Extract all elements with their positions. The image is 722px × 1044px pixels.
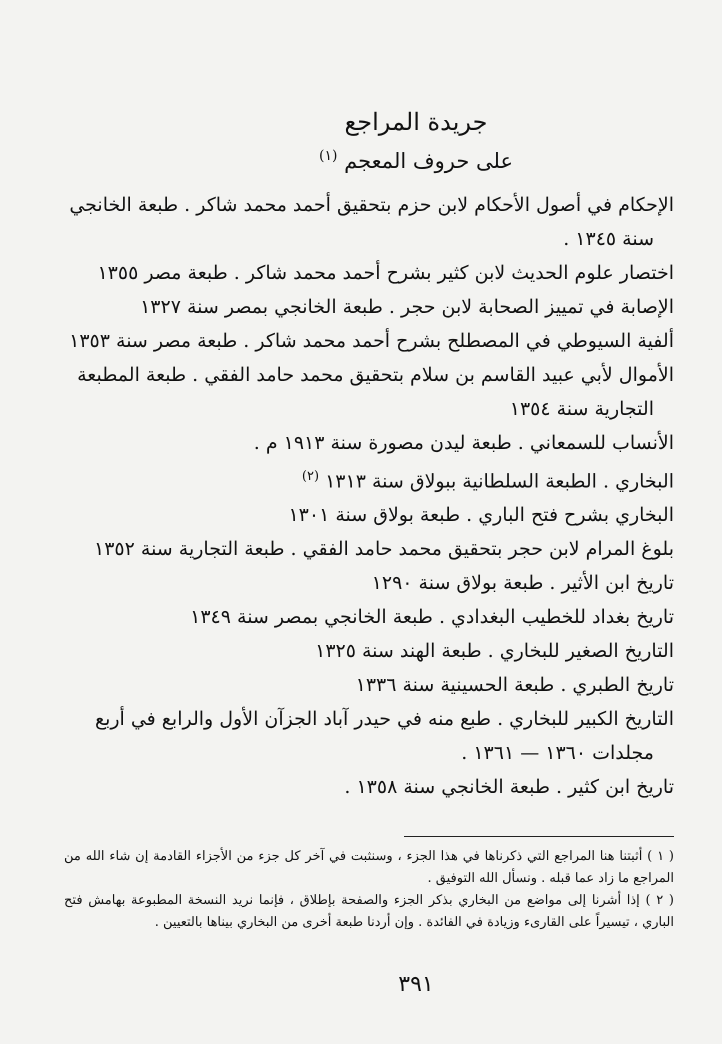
reference-text: الأموال لأبي عبيد القاسم بن سلام بتحقيق محمد حامد الفقي . طبعة المطبعة: [77, 364, 674, 386]
footnote-2: ( ٢ ) إذا أشرنا إلى مواضع من البخاري بذكر الجزء والصفحة بإطلاق ، فإنما نريد النسخة المطبوعة بهامش فتح الباري ، تيسيراً على القارىء وزيادة في الفائدة . وإن أردنا طبعة أخرى من البخاري بيناها بالتعيين .: [64, 893, 674, 930]
reference-text: الإصابة في تمييز الصحابة لابن حجر . طبعة الخانجي بمصر سنة ١٣٢٧: [140, 296, 674, 318]
page-number: ٣٩١: [398, 972, 434, 997]
reference-continuation: التجارية سنة ١٣٥٤: [509, 398, 654, 420]
reference-text: تاريخ ابن الأثير . طبعة بولاق سنة ١٢٩٠: [371, 572, 674, 595]
subtitle-text: على حروف المعجم: [344, 149, 513, 173]
footnote-marker-1: (١): [318, 148, 338, 164]
reference-text: تاريخ بغداد للخطيب البغدادي . طبعة الخانجي بمصر سنة ١٣٤٩: [190, 606, 674, 629]
reference-text: ألفية السيوطي في المصطلح بشرح أحمد محمد شاكر . طبعة مصر سنة ١٣٥٣: [69, 330, 674, 352]
footnote-divider: [404, 836, 674, 837]
reference-entry: [69, 188, 674, 256]
reference-continuation: سنة ١٣٤٥ .: [563, 228, 654, 250]
reference-entry: [114, 770, 674, 804]
footnote-1: ( ١ ) أثبتنا هنا المراجع التي ذكرناها في هذا الجزء ، وسنثبت في آخر كل جزء من الأجزاء القادمة إن شاء الله من المراجع ما زاد عما قبله . ونسأل الله التوفيق .: [64, 849, 674, 886]
page-title: جريدة المراجع: [344, 108, 488, 136]
reference-text: اختصار علوم الحديث لابن كثير بشرح أحمد محمد شاكر . طبعة مصر ١٣٥٥: [97, 262, 674, 284]
reference-text: تاريخ الطبري . طبعة الحسينية سنة ١٣٣٦: [355, 674, 674, 697]
reference-entry: [114, 498, 674, 532]
footnote-marker-2: (٢): [301, 469, 320, 484]
reference-entry: [114, 600, 674, 634]
reference-text: تاريخ ابن كثير . طبعة الخانجي سنة ١٣٥٨ .: [344, 776, 674, 799]
reference-text: بلوغ المرام لابن حجر بتحقيق محمد حامد الفقي . طبعة التجارية سنة ١٣٥٢: [94, 538, 674, 561]
reference-entry: [94, 702, 674, 770]
references-list: [69, 188, 674, 804]
reference-text: الأنساب للسمعاني . طبعة ليدن مصورة سنة ١٩١٣ م .: [253, 432, 674, 454]
footnotes: [64, 846, 674, 934]
reference-text: التاريخ الصغير للبخاري . طبعة الهند سنة ١٣٢٥: [315, 640, 674, 663]
reference-continuation: مجلدات ١٣٦٠ — ١٣٦١ .: [461, 742, 654, 765]
reference-entry: [77, 358, 674, 426]
reference-entry: [69, 324, 674, 358]
reference-entry: [114, 290, 674, 324]
reference-text: البخاري بشرح فتح الباري . طبعة بولاق سنة ١٣٠١: [288, 504, 674, 527]
reference-entry: [114, 460, 674, 498]
reference-entry: [114, 668, 674, 702]
reference-text: البخاري . الطبعة السلطانية ببولاق سنة ١٣١٣: [325, 470, 674, 493]
reference-entry: [114, 566, 674, 600]
reference-text: الإحكام في أصول الأحكام لابن حزم بتحقيق أحمد محمد شاكر . طبعة الخانجي: [69, 194, 674, 216]
reference-entry: [94, 532, 674, 566]
reference-entry: [114, 426, 674, 460]
reference-text: التاريخ الكبير للبخاري . طبع منه في حيدر آباد الجزآن الأول والرابع في أربع: [94, 708, 674, 731]
reference-entry: [97, 256, 674, 290]
page-subtitle: [0, 148, 722, 173]
reference-entry: [114, 634, 674, 668]
